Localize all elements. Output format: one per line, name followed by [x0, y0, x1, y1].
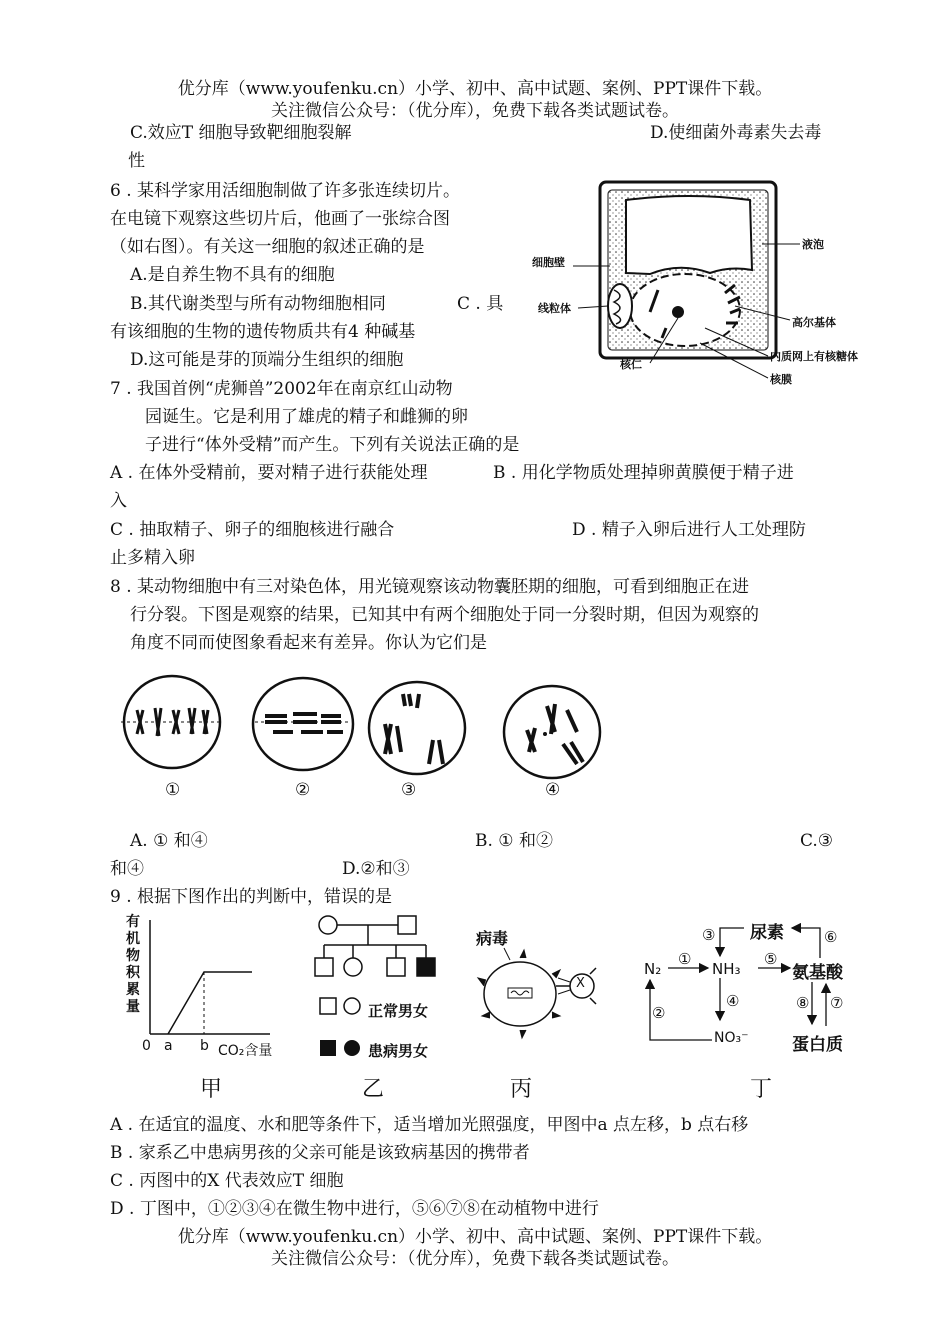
- step-7: ⑦: [830, 994, 844, 1012]
- cell-label-2: ②: [295, 780, 311, 800]
- q7-option-d-2: 止多精入卵: [110, 548, 195, 568]
- label-er: 内质网上有核糖体: [770, 350, 858, 363]
- step-6: ⑥: [824, 928, 838, 946]
- bing-caption: 丙: [510, 1077, 533, 1102]
- q8-option-b: B. ① 和②: [475, 831, 553, 851]
- footer-line-2: 关注微信公众号：（优分库），免费下载各类试题试卷。: [271, 1249, 679, 1269]
- q7-stem-2: 园诞生。它是利用了雄虎的精子和雌狮的卵: [145, 407, 468, 427]
- jia-graph: [120, 912, 290, 1042]
- figure-yi: [310, 912, 460, 1102]
- jia-ylabel-char: 累: [126, 982, 140, 998]
- cell-label-4: ④: [545, 780, 561, 800]
- jia-ylabel-char: 有: [126, 914, 140, 930]
- q6-option-c-2: 有该细胞的生物的遗传物质共有4 种碱基: [110, 322, 416, 342]
- q5-option-d: D.使细菌外毒素失去毒: [650, 123, 822, 143]
- q9-option-b: B . 家系乙中患病男孩的父亲可能是该致病基因的携带者: [110, 1143, 530, 1163]
- figure-jia: [120, 912, 290, 1102]
- cell-label-3: ③: [401, 780, 417, 800]
- header-line-1: 优分库（www.youfenku.cn）小学、初中、高中试题、案例、PPT课件下载。: [177, 79, 773, 99]
- jia-ylabel-char: 机: [126, 931, 140, 947]
- jia-ylabel-char: 积: [126, 965, 140, 981]
- label-cell-wall: 细胞壁: [532, 256, 565, 269]
- figure-ding: [640, 912, 860, 1102]
- no3-label: NO₃⁻: [714, 1030, 749, 1046]
- q8-stem-3: 角度不同而使图象看起来有差异。你认为它们是: [130, 633, 487, 653]
- q6-option-b: B.其代谢类型与所有动物细胞相同: [130, 294, 386, 314]
- q8-stem-2: 行分裂。下图是观察的结果，已知其中有两个细胞处于同一分裂时期，但因为观察的: [130, 605, 759, 625]
- q5-option-d-cont: 性: [128, 151, 145, 171]
- step-4: ④: [726, 992, 740, 1010]
- q8-stem-1: 8 . 某动物细胞中有三对染色体，用光镜观察该动物囊胚期的细胞，可看到细胞正在进: [110, 577, 750, 597]
- step-5: ⑤: [764, 950, 778, 968]
- cell-4: [504, 686, 600, 778]
- x-cell-label: X: [576, 976, 585, 991]
- q6-stem-2: 在电镜下观察这些切片后，他画了一张综合图: [110, 209, 450, 229]
- jia-caption: 甲: [200, 1077, 223, 1102]
- label-mitochondria: 线粒体: [538, 302, 571, 315]
- q7-option-b-1: B . 用化学物质处理掉卵黄膜便于精子进: [493, 463, 794, 483]
- q6-option-c-1: C . 具: [457, 294, 504, 314]
- q7-option-b-2: 入: [110, 491, 127, 511]
- footer-line-1: 优分库（www.youfenku.cn）小学、初中、高中试题、案例、PPT课件下载。: [177, 1227, 773, 1247]
- plant-cell-figure: [530, 178, 890, 393]
- q7-option-a: A . 在体外受精前，要对精子进行获能处理: [110, 463, 428, 483]
- q8-option-d: D.②和③: [342, 859, 410, 879]
- q7-option-d-1: D . 精子入卵后进行人工处理防: [572, 520, 806, 540]
- label-nucleolus: 核仁: [620, 358, 642, 371]
- ding-caption: 丁: [750, 1077, 773, 1102]
- q6-option-d: D.这可能是芽的顶端分生组织的细胞: [130, 350, 404, 370]
- jia-ylabel-char: 量: [126, 999, 140, 1015]
- nh3-label: NH₃: [712, 960, 741, 978]
- jia-point-b: b: [200, 1038, 209, 1054]
- jia-origin: 0: [142, 1038, 151, 1054]
- pedigree-legend-affected-symbols: [310, 1038, 370, 1062]
- label-vacuole: 液泡: [802, 238, 824, 251]
- legend-normal: 正常男女: [368, 1002, 429, 1020]
- n2-label: N₂: [644, 960, 662, 978]
- q5-option-c: C.效应T 细胞导致靶细胞裂解: [130, 123, 352, 143]
- jia-ylabel-char: 物: [126, 948, 140, 964]
- step-1: ①: [678, 950, 692, 968]
- protein-label: 蛋白质: [792, 1035, 843, 1055]
- figure-bing: [470, 912, 620, 1102]
- jia-point-a: a: [164, 1038, 173, 1054]
- q8-option-c-2: 和④: [110, 859, 144, 879]
- virus-label: 病毒: [476, 929, 509, 948]
- header-line-2: 关注微信公众号：（优分库），免费下载各类试题试卷。: [271, 101, 679, 121]
- q8-option-a: A. ① 和④: [130, 831, 208, 851]
- legend-affected: 患病男女: [368, 1042, 429, 1060]
- cell-label-1: ①: [165, 780, 181, 800]
- cell-2: [253, 678, 353, 770]
- q9-stem: 9 . 根据下图作出的判断中，错误的是: [110, 887, 393, 907]
- label-golgi: 高尔基体: [792, 316, 836, 329]
- q7-stem-1: 7 . 我国首例“虎狮兽”2002年在南京红山动物: [110, 379, 453, 399]
- step-2: ②: [652, 1004, 666, 1022]
- step-8: ⑧: [796, 994, 810, 1012]
- q6-stem-3: （如右图）。有关这一细胞的叙述正确的是: [110, 237, 425, 257]
- cell-1: [121, 676, 223, 768]
- amino-acid-label: 氨基酸: [792, 963, 843, 983]
- q6-stem-1: 6 . 某科学家用活细胞制做了许多张连续切片。: [110, 181, 461, 201]
- q9-option-d: D . 丁图中，①②③④在微生物中进行，⑤⑥⑦⑧在动植物中进行: [110, 1199, 599, 1219]
- cell-division-figures: [115, 670, 615, 810]
- yi-caption: 乙: [362, 1077, 385, 1102]
- dividing-cells: [115, 670, 615, 780]
- cell-3: [369, 682, 465, 774]
- jia-xlabel: CO₂含量: [218, 1043, 273, 1059]
- q6-option-a: A.是自养生物不具有的细胞: [130, 265, 335, 285]
- q7-stem-3: 子进行“体外受精”而产生。下列有关说法正确的是: [145, 435, 520, 455]
- label-nuclear-membrane: 核膜: [770, 373, 792, 386]
- q9-option-c: C . 丙图中的X 代表效应T 细胞: [110, 1171, 344, 1191]
- step-3: ③: [702, 926, 716, 944]
- q8-option-c-1: C.③: [800, 831, 834, 851]
- q7-option-c: C . 抽取精子、卵子的细胞核进行融合: [110, 520, 395, 540]
- urea-label: 尿素: [750, 923, 784, 943]
- q9-option-a: A . 在适宜的温度、水和肥等条件下，适当增加光照强度，甲图中a 点左移，b 点右移: [110, 1115, 749, 1135]
